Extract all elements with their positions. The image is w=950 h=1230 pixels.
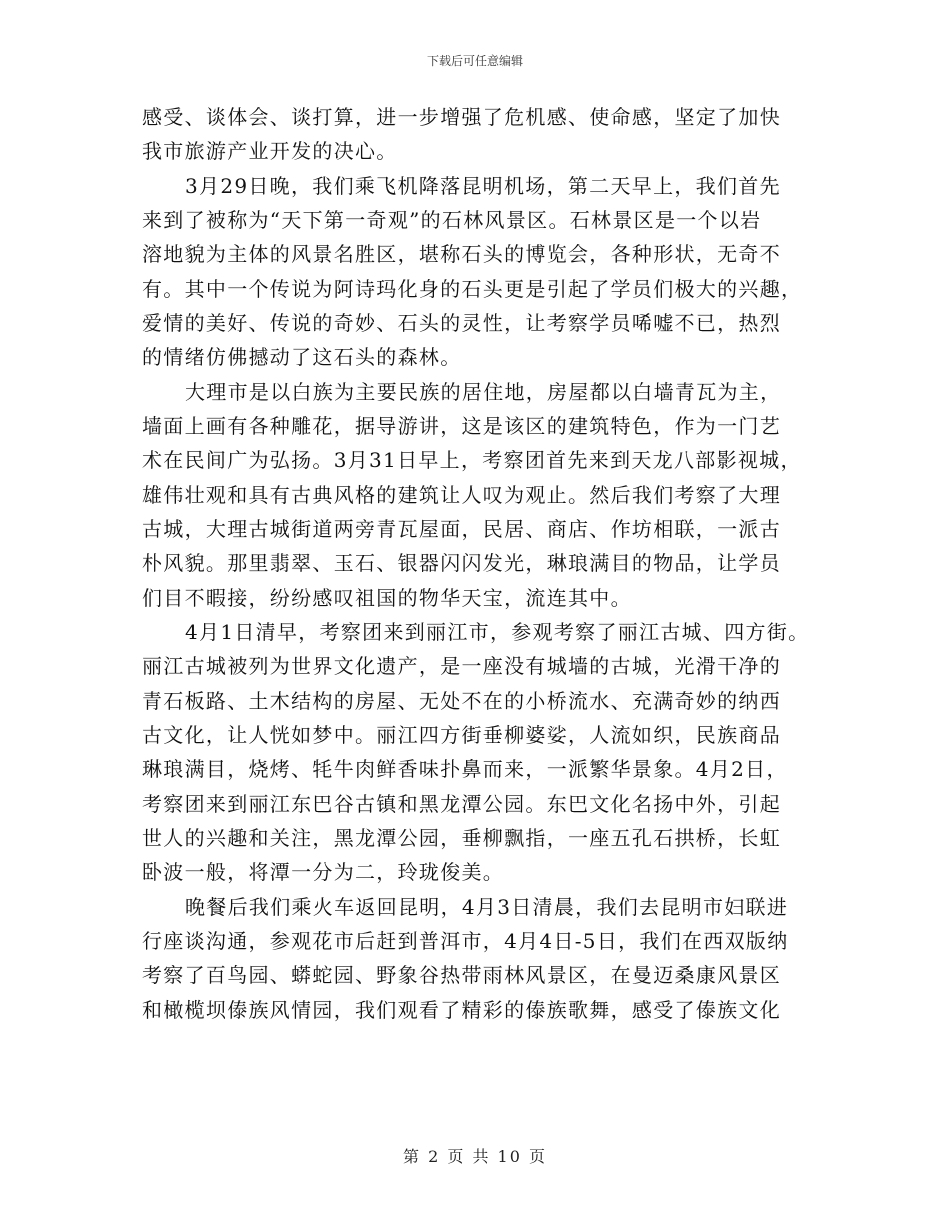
text-line: 来到了被称为“天下第一奇观”的石林风景区。石林景区是一个以岩	[142, 207, 762, 232]
text-line-indented: 大理市是以白族为主要民族的居住地，房屋都以白墙青瓦为主，	[185, 379, 782, 404]
paragraph-5	[142, 890, 822, 1027]
paragraph-4	[142, 615, 822, 890]
text-line: 溶地貌为主体的风景名胜区，堪称石头的博览会，各种形状，无奇不	[142, 242, 781, 267]
body-text	[142, 100, 822, 1027]
text-line: 卧波一般，将潭一分为二，玲珑俊美。	[142, 860, 505, 885]
text-line: 术在民间广为弘扬。3月31日早上，考察团首先来到天龙八部影视城，	[142, 448, 802, 473]
text-line: 青石板路、土木结构的房屋、无处不在的小桥流水、充满奇妙的纳西	[142, 688, 781, 713]
text-line: 丽江古城被列为世界文化遗产，是一座没有城墙的古城，光滑干净的	[142, 654, 781, 679]
page-header: 下载后可任意编辑	[426, 54, 523, 68]
text-line: 世人的兴趣和关注，黑龙潭公园，垂柳飘指，一座五孔石拱桥，长虹	[142, 825, 781, 850]
paragraph-2	[142, 169, 822, 375]
text-line-indented: 3月29日晚，我们乘飞机降落昆明机场，第二天早上，我们首先	[185, 173, 781, 198]
text-line: 雄伟壮观和具有古典风格的建筑让人叹为观止。然后我们考察了大理	[142, 482, 781, 507]
text-line: 考察团来到丽江东巴谷古镇和黑龙潭公园。东巴文化名扬中外，引起	[142, 791, 781, 816]
text-line: 和橄榄坝傣族风情园，我们观看了精彩的傣族歌舞，感受了傣族文化	[142, 997, 781, 1022]
paragraph-3	[142, 375, 822, 615]
text-line-indented: 晚餐后我们乘火车返回昆明，4月3日清晨，我们去昆明市妇联进	[185, 894, 789, 919]
text-line-indented: 4月1日清早，考察团来到丽江市，参观考察了丽江古城、四方街。	[185, 619, 810, 644]
text-line: 们目不暇接，纷纷感叹祖国的物华天宝，流连其中。	[142, 585, 632, 610]
text-line: 考察了百鸟园、蟒蛇园、野象谷热带雨林风景区，在曼迈桑康风景区	[142, 963, 781, 988]
text-line: 古文化，让人恍如梦中。丽江四方街垂柳婆娑，人流如织，民族商品	[142, 722, 781, 747]
text-line: 我市旅游产业开发的决心。	[142, 139, 398, 164]
text-line: 行座谈沟通，参观花市后赶到普洱市，4月4日-5日，我们在西双版纳	[142, 928, 789, 953]
paragraph-1	[142, 100, 822, 169]
text-line: 的情绪仿佛撼动了这石头的森林。	[142, 345, 462, 370]
text-line: 琳琅满目，烧烤、牦牛肉鲜香味扑鼻而来，一派繁华景象。4月2日，	[142, 757, 788, 782]
text-line: 爱情的美好、传说的奇妙、石头的灵性，让考察学员唏嘘不已，热烈	[142, 310, 781, 335]
text-line: 古城，大理古城街道两旁青瓦屋面，民居、商店、作坊相联，一派古	[142, 516, 781, 541]
text-line: 有。其中一个传说为阿诗玛化身的石头更是引起了学员们极大的兴趣，	[142, 276, 803, 301]
page-number-footer: 第 2 页 共 10 页	[403, 1147, 547, 1166]
text-line: 感受、谈体会、谈打算，进一步增强了危机感、使命感，坚定了加快	[142, 105, 781, 129]
text-line: 墙面上画有各种雕花，据导游讲，这是该区的建筑特色，作为一门艺	[142, 413, 781, 438]
text-line: 朴风貌。那里翡翠、玉石、银器闪闪发光，琳琅满目的物品，让学员	[142, 551, 781, 576]
